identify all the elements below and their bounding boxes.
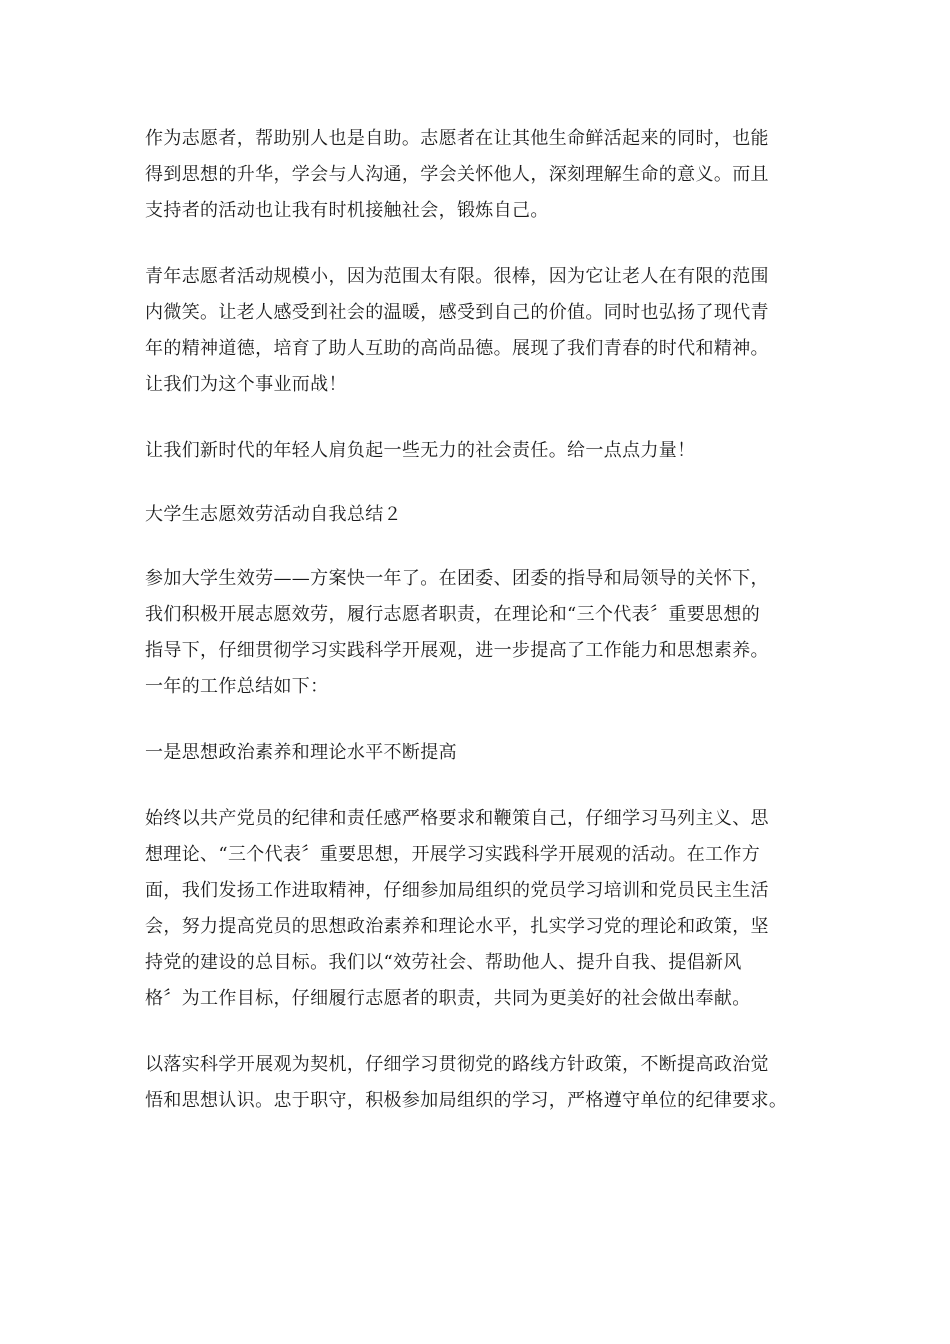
- text-line: 支持者的活动也让我有时机接触社会，锻炼自己。: [145, 200, 549, 221]
- text-line: 始终以共产党员的纪律和责任感严格要求和鞭策自己，仔细学习马列主义、思: [145, 808, 769, 829]
- text-line: 悟和思想认识。忠于职守，积极参加局组织的学习，严格遵守单位的纪律要求。: [145, 1090, 788, 1111]
- section-heading: [145, 497, 845, 533]
- paragraph-young-responsibility: [145, 433, 845, 469]
- subheading-text: 一是思想政治素养和理论水平不断提高: [145, 742, 457, 763]
- text-line: 想理论、“三个代表〞重要思想，开展学习实践科学开展观的活动。在工作方: [145, 844, 761, 865]
- text-line: 指导下，仔细贯彻学习实践科学开展观，进一步提高了工作能力和思想素养。: [145, 640, 769, 661]
- text-line: 得到思想的升华，学会与人沟通，学会关怀他人，深刻理解生命的意义。而且: [145, 164, 769, 185]
- text-line: 会，努力提高党员的思想政治素养和理论水平，扎实学习党的理论和政策，坚: [145, 916, 769, 937]
- text-line: 一年的工作总结如下：: [145, 676, 329, 697]
- paragraph-scientific-development: [145, 1047, 845, 1119]
- text-line: 作为志愿者，帮助别人也是自助。志愿者在让其他生命鲜活起来的同时，也能: [145, 128, 769, 149]
- paragraph-party-discipline: [145, 801, 845, 1017]
- text-line: 内微笑。让老人感受到社会的温暖，感受到自己的价值。同时也弘扬了现代青: [145, 302, 769, 323]
- paragraph-service-intro: [145, 561, 845, 705]
- text-line: 参加大学生效劳——方案快一年了。在团委、团委的指导和局领导的关怀下，: [145, 568, 769, 589]
- text-line: 让我们为这个事业而战！: [145, 374, 347, 395]
- text-line: 格〞为工作目标，仔细履行志愿者的职责，共同为更美好的社会做出奉献。: [145, 988, 751, 1009]
- section-title: 大学生志愿效劳活动自我总结２: [145, 504, 402, 525]
- paragraph-volunteer-self-help: [145, 121, 845, 229]
- text-line: 面，我们发扬工作进取精神，仔细参加局组织的党员学习培训和党员民主生活: [145, 880, 769, 901]
- text-line: 青年志愿者活动规模小，因为范围太有限。很棒，因为它让老人在有限的范围: [145, 266, 769, 287]
- document-body: [145, 121, 845, 1119]
- text-line: 年的精神道德，培育了助人互助的高尚品德。展现了我们青春的时代和精神。: [145, 338, 769, 359]
- text-line: 以落实科学开展观为契机，仔细学习贯彻党的路线方针政策，不断提高政治觉: [145, 1054, 769, 1075]
- text-line: 我们积极开展志愿效劳，履行志愿者职责，在理论和“三个代表〞重要思想的: [145, 604, 761, 625]
- subheading: [145, 735, 845, 771]
- text-line: 让我们新时代的年轻人肩负起一些无力的社会责任。给一点点力量！: [145, 440, 696, 461]
- paragraph-youth-volunteer-activities: [145, 259, 845, 403]
- text-line: 持党的建设的总目标。我们以“效劳社会、帮助他人、提升自我、提倡新风: [145, 952, 742, 973]
